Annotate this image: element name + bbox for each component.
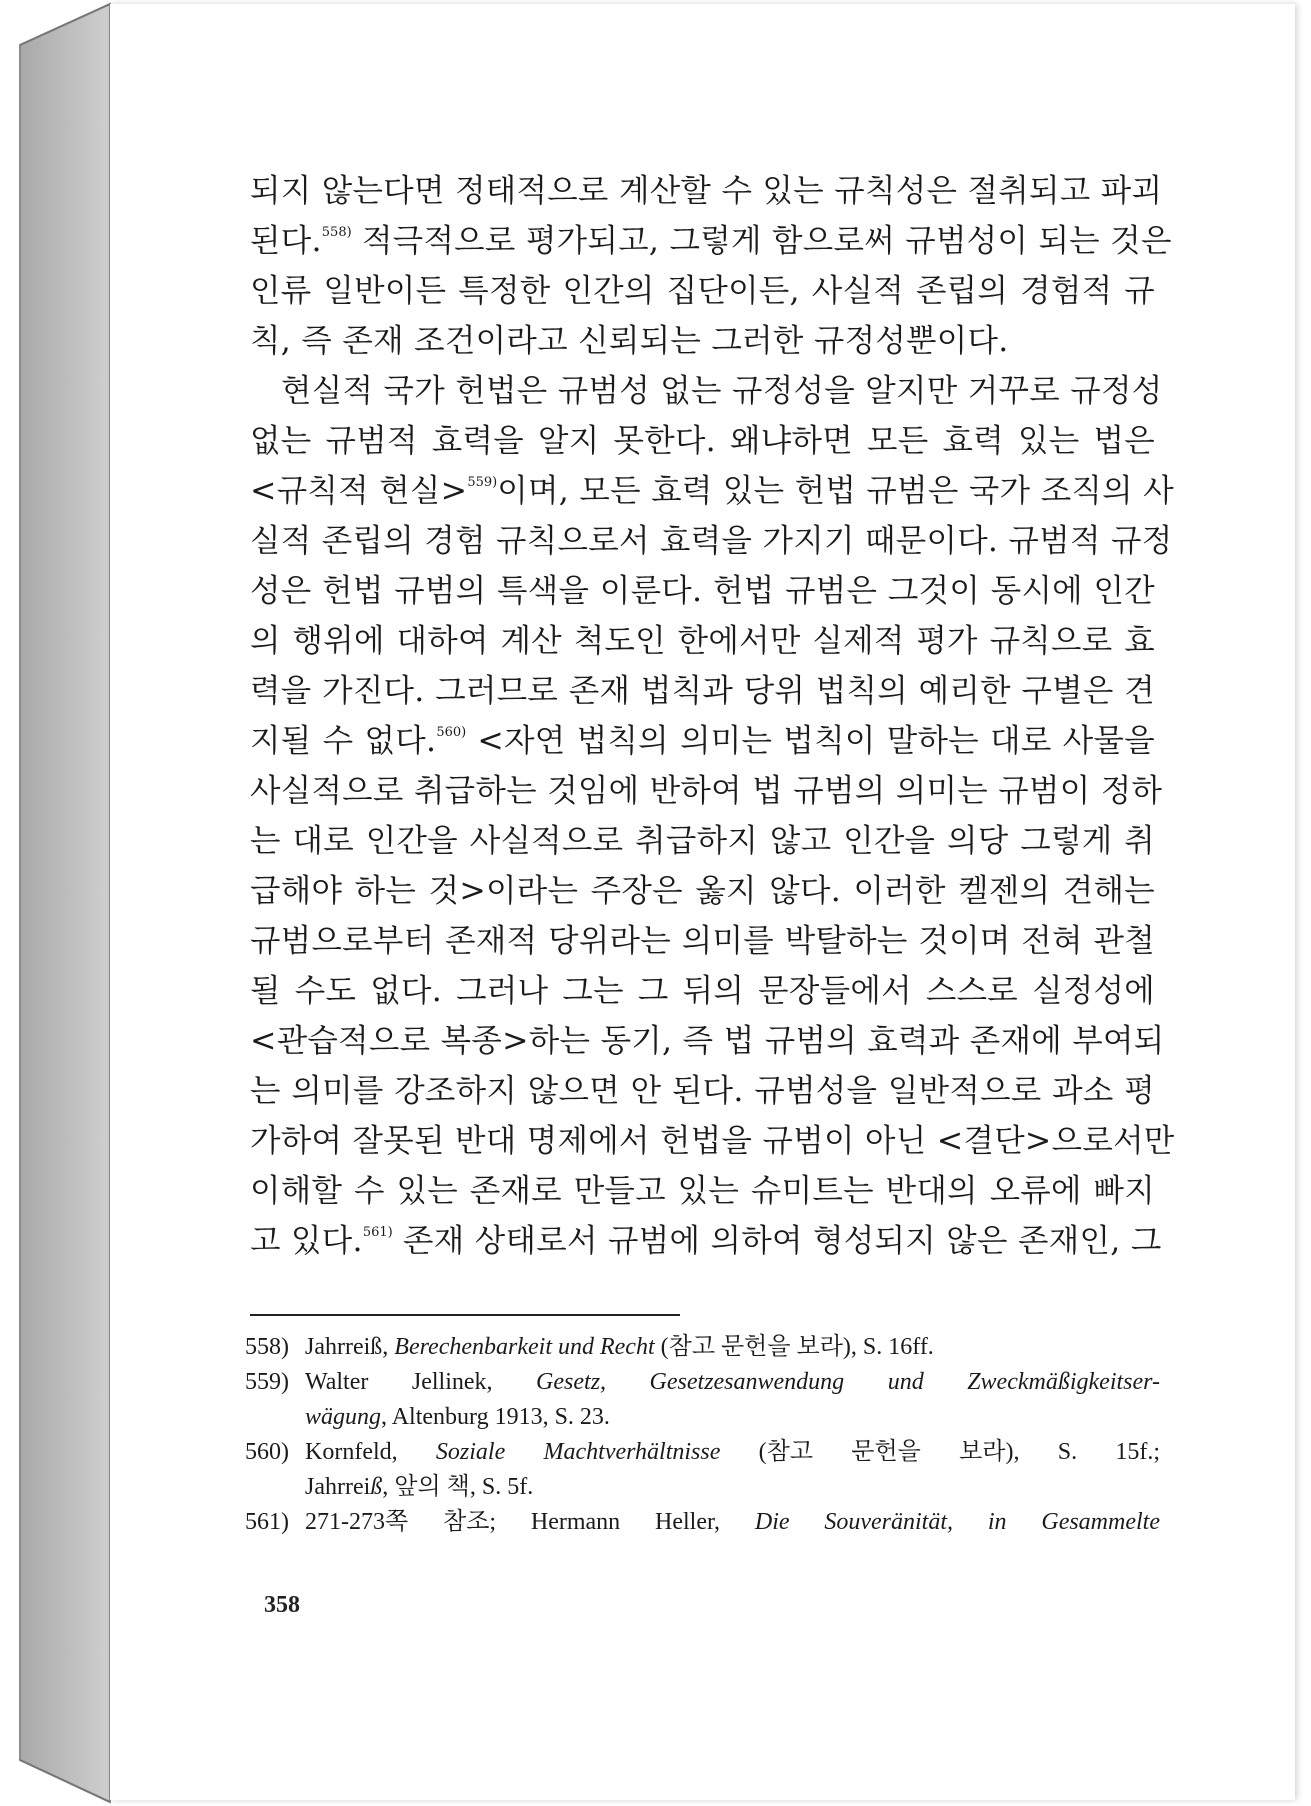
body-text-segment: 인류 일반이든 특정한 인간의 집단이든, 사실적 존립의 경험적 규 — [250, 273, 1155, 309]
footnote-title: Berechenbarkeit und Recht — [394, 1334, 655, 1360]
page-number: 358 — [264, 1592, 300, 1618]
body-text-segment: 이며, 모든 효력 있는 헌법 규범은 국가 조직의 사 — [497, 473, 1174, 509]
body-line — [250, 216, 1172, 266]
footnote-marker: 560) — [436, 725, 467, 740]
footnote-title: wägung — [305, 1404, 382, 1430]
body-text-segment: <자연 법칙의 의미는 법칙이 말하는 대로 사물을 — [466, 723, 1155, 759]
body-text-segment: 성은 헌법 규범의 특색을 이룬다. 헌법 규범은 그것이 동시에 인간 — [250, 573, 1155, 609]
body-line — [250, 716, 1155, 766]
body-line — [250, 266, 1155, 316]
footnote-item — [245, 1435, 1160, 1505]
footnote-number: 560) — [245, 1439, 289, 1465]
body-line — [250, 366, 1163, 416]
footnote-number: 559) — [245, 1369, 289, 1395]
body-text-segment: 급해야 하는 것>이라는 주장은 옳지 않다. 이러한 켈젠의 견해는 — [250, 873, 1155, 909]
body-text-segment: 규범으로부터 존재적 당위라는 의미를 박탈하는 것이며 전혀 관철 — [250, 923, 1155, 959]
body-text-segment: <관습적으로 복종>하는 동기, 즉 법 규범의 효력과 존재에 부여되 — [250, 1023, 1165, 1059]
body-text-segment: 는 대로 인간을 사실적으로 취급하지 않고 인간을 의당 그렇게 취 — [250, 823, 1155, 859]
footnote-text: 271-273쪽 참조; Hermann Heller, — [305, 1509, 755, 1535]
body-text-segment: 가하여 잘못된 반대 명제에서 헌법을 규범이 아닌 <결단>으로서만 — [250, 1123, 1175, 1159]
footnote-text: , Altenburg 1913, S. 23. — [381, 1404, 610, 1430]
footnote-marker: 559) — [467, 475, 498, 490]
body-line — [250, 866, 1155, 916]
footnote-marker: 558) — [321, 225, 352, 240]
footnote-text: Kornfeld, — [305, 1439, 436, 1465]
book-page — [110, 4, 1295, 1800]
footnote-text: (참고 문헌을 보라), S. 15f.; — [720, 1439, 1161, 1465]
footnote-line — [305, 1400, 1160, 1435]
body-line — [250, 1116, 1175, 1166]
footnote-item — [245, 1365, 1160, 1435]
body-line — [250, 566, 1155, 616]
body-line — [250, 466, 1174, 516]
body-line — [250, 966, 1155, 1016]
footnote-text: Jahrreiß, — [305, 1334, 395, 1360]
body-text — [250, 166, 1175, 1266]
body-line — [250, 766, 1163, 816]
body-text-segment: 고 있다. — [250, 1223, 363, 1259]
footnote-line — [305, 1365, 1160, 1400]
body-line — [250, 516, 1173, 566]
body-text-segment: 될 수도 없다. 그러나 그는 그 뒤의 문장들에서 스스로 실정성에 — [250, 973, 1155, 1009]
footnote-title: Gesetz, Gesetzesanwendung und Zweckmäßigkeitser- — [536, 1369, 1161, 1395]
body-line — [250, 916, 1155, 966]
body-line — [250, 666, 1155, 716]
footnote-title: Die Souveränität, in Gesammelte — [754, 1509, 1160, 1535]
body-text-segment: 존재 상태로서 규범에 의하여 형성되지 않은 존재인, 그 — [392, 1223, 1162, 1259]
footnote-line — [305, 1505, 1160, 1540]
body-text-segment: 현실적 국가 헌법은 규범성 없는 규정성을 알지만 거꾸로 규정성 — [281, 373, 1163, 409]
body-text-segment: 사실적으로 취급하는 것임에 반하여 법 규범의 의미는 규범이 정하 — [250, 773, 1163, 809]
body-line — [250, 166, 1163, 216]
footnote-item — [245, 1330, 1160, 1365]
footnote-text: Walter Jellinek, — [305, 1369, 537, 1395]
footnote-number: 558) — [245, 1334, 289, 1360]
body-line — [250, 1166, 1155, 1216]
footnote-number: 561) — [245, 1509, 289, 1535]
footnotes — [245, 1330, 1160, 1540]
body-text-segment: 지될 수 없다. — [250, 723, 437, 759]
footnote-title: Soziale Machtverhältnisse — [435, 1439, 721, 1465]
body-text-segment: 의 행위에 대하여 계산 척도인 한에서만 실제적 평가 규칙으로 효 — [250, 623, 1155, 659]
body-line — [250, 616, 1155, 666]
footnote-text: Jahrrei — [305, 1474, 371, 1500]
body-line — [250, 316, 1155, 366]
footnote-marker: 561) — [362, 1225, 393, 1240]
body-text-segment: 된다. — [250, 223, 322, 259]
body-line — [250, 816, 1155, 866]
footnote-title: ß — [370, 1474, 383, 1500]
body-text-segment: 되지 않는다면 정태적으로 계산할 수 있는 규칙성은 절취되고 파괴 — [250, 173, 1163, 209]
body-text-segment: 실적 존립의 경험 규칙으로서 효력을 가지기 때문이다. 규범적 규정 — [250, 523, 1173, 559]
footnote-line — [305, 1435, 1160, 1470]
footnote-line — [305, 1470, 1160, 1505]
footnote-text: (참고 문헌을 보라), S. 16ff. — [654, 1334, 934, 1360]
body-line — [250, 1216, 1162, 1266]
footnote-line — [305, 1330, 1160, 1365]
body-text-segment: 이해할 수 있는 존재로 만들고 있는 슈미트는 반대의 오류에 빠지 — [250, 1173, 1155, 1209]
body-line — [250, 416, 1155, 466]
footnote-divider — [250, 1314, 680, 1316]
body-text-segment: 는 의미를 강조하지 않으면 안 된다. 규범성을 일반적으로 과소 평 — [250, 1073, 1155, 1109]
footnote-item — [245, 1505, 1160, 1540]
body-text-segment: 없는 규범적 효력을 알지 못한다. 왜냐하면 모든 효력 있는 법은 — [250, 423, 1155, 459]
body-text-segment: <규칙적 현실> — [250, 473, 468, 509]
body-text-segment: 력을 가진다. 그러므로 존재 법칙과 당위 법칙의 예리한 구별은 견 — [250, 673, 1155, 709]
body-line — [250, 1016, 1165, 1066]
body-line — [250, 1066, 1155, 1116]
body-text-segment: 칙, 즉 존재 조건이라고 신뢰되는 그러한 규정성뿐이다. — [250, 323, 1009, 359]
body-text-segment: 적극적으로 평가되고, 그렇게 함으로써 규범성이 되는 것은 — [351, 223, 1172, 259]
footnote-text: , 앞의 책, S. 5f. — [382, 1474, 534, 1500]
